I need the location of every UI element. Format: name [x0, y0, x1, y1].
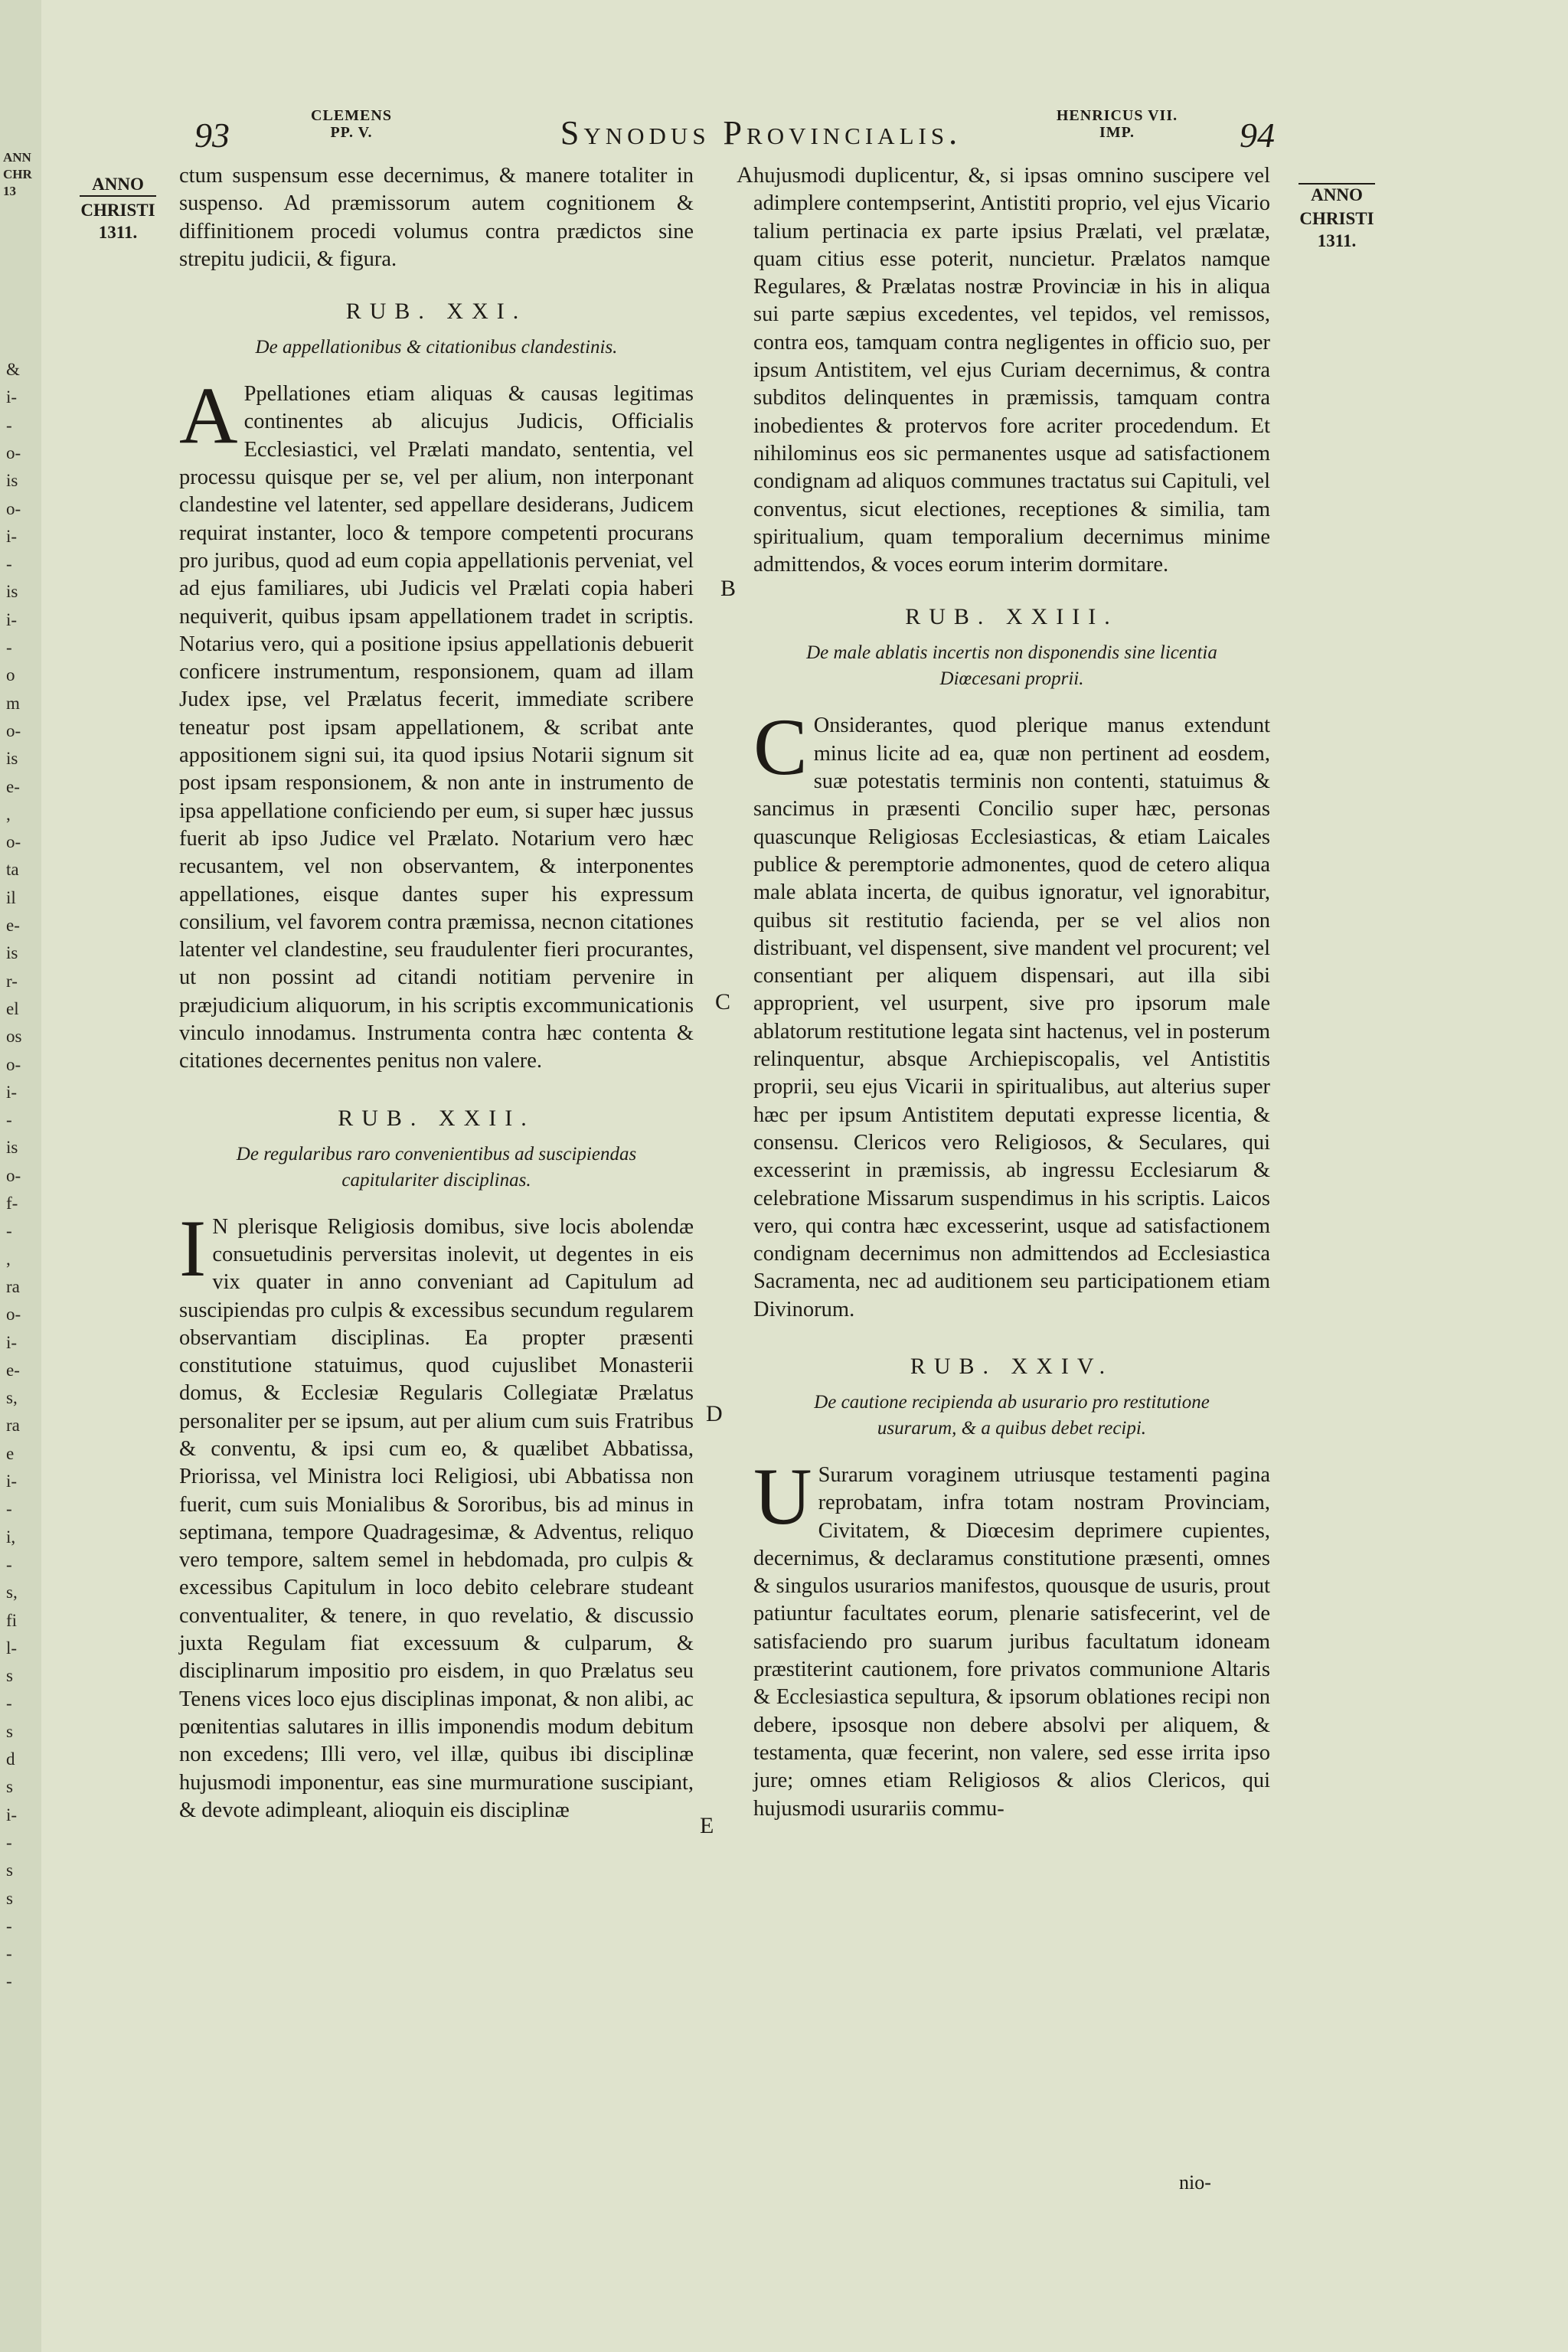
- rubric-22-title: De regularibus raro convenientibus ad suscipiendas capitulariter disciplinas.: [236, 1143, 637, 1191]
- right-margin-anno: ANNO CHRISTI 1311.: [1291, 184, 1383, 252]
- previous-page-fragment: s: [6, 1721, 13, 1741]
- previous-page-fragment: o-: [6, 443, 21, 462]
- anno-rule: [80, 195, 156, 197]
- previous-page-fragment: ra: [6, 1276, 20, 1296]
- section-marker-e: E: [700, 1813, 714, 1838]
- previous-page-fragment: &: [6, 360, 20, 379]
- previous-page-fragment: i,: [6, 1527, 16, 1547]
- previous-page-fragment: o-: [6, 1165, 21, 1185]
- previous-page-fragment: s,: [6, 1388, 18, 1408]
- running-head-emperor: HENRICUS VII. IMP.: [1056, 107, 1178, 141]
- previous-page-fragment: -: [6, 554, 12, 574]
- previous-page-fragment: m: [6, 693, 20, 713]
- previous-page-anno: ANN CHR 13: [3, 150, 32, 198]
- previous-page-fragment: is: [6, 749, 18, 769]
- drop-capital: A: [179, 371, 238, 461]
- previous-page-fragment: s,: [6, 1583, 18, 1602]
- section-marker-c: C: [715, 989, 731, 1014]
- previous-page-fragment: -: [6, 1221, 12, 1241]
- previous-page-fragment: il: [6, 887, 16, 907]
- previous-page-fragment: e-: [6, 776, 20, 796]
- rubric-23-title: De male ablatis incertis non disponendis sine licentia Diœcesani proprii.: [806, 642, 1217, 690]
- previous-page-fragment: i-: [6, 1472, 18, 1491]
- running-title: Synodus Provincialis.: [560, 114, 962, 152]
- rubric-21-title: De appellationibus & citationibus clandestinis.: [255, 337, 618, 358]
- previous-page-fragment: -: [6, 638, 12, 657]
- previous-page-fragment: f-: [6, 1194, 18, 1213]
- previous-page-fragment: o-: [6, 720, 21, 740]
- page-number-right: 94: [1240, 116, 1275, 155]
- previous-page-fragment: i-: [6, 609, 18, 629]
- page-number-left: 93: [194, 116, 230, 155]
- previous-page-fragment: i-: [6, 1082, 18, 1102]
- previous-page-fragment: -: [6, 1499, 12, 1519]
- page: [41, 0, 1568, 2352]
- previous-page-fragment: o-: [6, 832, 21, 852]
- section-marker-d: D: [706, 1401, 723, 1426]
- section-marker-a: A: [737, 162, 753, 188]
- rubric-24-body: U Surarum voraginem utriusque testamenti pagina reprobatam, infra totam nostram Provinciam, Civitatem, & Diœcesim deprimere cupientes, decernimus, & declaramus constitutione præsenti, omnes & singulos usurarios manifestos, quousque de usuris, prout patiuntur facultates eorum, plenarie satisfecerint, vel de satisfaciendo pro suarum juribus facultatum idoneam præstiterint cautionem, fore privatos communione Altaris & Ecclesiastica sepultura, & ipsorum oblationes recipi non debere, ipsosque non debere absolvi per aliquem, & testamenta, quæ fecerint, non valere, sed esse irrita ipso jure; omnes etiam Religiosos & alios Clericos, qui hujusmodi usurariis commu-: [753, 1451, 1270, 1821]
- previous-page-fragment: -: [6, 1110, 12, 1130]
- previous-page-fragment: i-: [6, 387, 18, 407]
- rubric-22-heading: RUB. XXII.: [338, 1105, 535, 1131]
- previous-page-fragment: is: [6, 582, 18, 602]
- previous-page-fragment: ta: [6, 860, 19, 880]
- previous-page-fragment: -: [6, 1832, 12, 1852]
- rubric-24-title: De cautione recipienda ab usurario pro restitutione usurarum, & a quibus debet recipi.: [814, 1391, 1210, 1439]
- left-margin-anno: ANNO CHRISTI 1311.: [80, 175, 155, 242]
- rubric-21-body: A Ppellationes etiam aliquas & causas legitimas continentes ab alicujus Judicis, Officialis Ecclesiastici, vel Prælati mandato, sententia, vel processu quisque per se, vel per alium, non interponant clandestine vel latenter, sed appellare desiderans, Judicem requirat instanter, loco & tempore competenti procurans pro juribus, quod ad eum copia appellationis perveniat, vel ad ejus familiares, ubi Judicis vel Prælati copia haberi nequiverit, quibus ipsam appellationem tradet in scriptis. Notarius vero, qui a positione ipsius appellationis debuerit conficere instrumentum, responsionem, quam ad illam Judex ipse, vel Prælatus fecerit, immediate scribere teneatur post ipsam appellationem, & scribat ante appositionem signi sui, ita quod ipsius Notarii signum sit post ipsam responsionem, & non ante in instrumento de ipsa appellatione conficiendo per eum, si super hæc jussus fuerit ab ipso Judice vel Prælato. Notarium vero hæc recusantem, vel non observantem, & interponentes appellationes, eisque dantes super his expressum consilium, vel favorem contra præmissa, necnon citationes latenter vel clandestine, seu fraudulenter fieri procurantes, ut non possint ad citandi notitiam pervenire in præjudicium aliquorum, in his scriptis excommunicationis vinculo innodamus. Instrumenta contra hæc contenta & citationes decernentes penitus non valere.: [179, 371, 694, 1073]
- previous-page-fragment: d: [6, 1749, 15, 1769]
- previous-page-fragment: e-: [6, 916, 20, 935]
- catchword: nio-: [1179, 2171, 1211, 2194]
- previous-page-fragment: s: [6, 1888, 13, 1908]
- rubric-22-body: I N plerisque Religiosis domibus, sive locis abolendæ consuetudinis perversitas inolevit, ut degentes in eis vix quater in anno conveniant ad Capitulum ad suscipiendas pro culpis & excessibus secundum regularem observantiam disciplinas. Ea propter præsenti constitutione statuimus, quod cujuslibet Monasterii domus, & Ecclesiæ Regularis Collegiatæ Prælatus personaliter per se ipsum, aut per alium cum suis Fratribus & conventu, & ipsi cum eo, & quælibet Abbatissa, Priorissa, vel Ministra loci Religiosi, ubi Abbatissa non fuerit, cum suis Monialibus & Sororibus, bis ad minus in septimana, tempore Quadragesimæ, & Adventus, reliquo vero tempore, saltem semel in hebdomada, pro culpis & excessibus Capitulum in loco debito celebrare studeant conventualiter, & tenere, in quo revelatio, & discussio juxta Regulam fiat excessuum & culparum, & disciplinarum impositio pro eisdem, in quo Prælatus seu Tenens vices loco ejus disciplinas imponat, & non alibi, ac pœnitentias salutares in illis imponendis modum debitum non excedens; Illi vero, vel illæ, quibus ibi disciplinæ hujusmodi imponentur, eas sine murmuratione suscipiant, & devote adimpleant, alioquin eis disciplinæ: [179, 1203, 694, 1822]
- right-column: [753, 162, 1270, 1823]
- previous-page-fragment: l-: [6, 1638, 18, 1658]
- previous-page-fragment: i-: [6, 1805, 18, 1824]
- previous-page-fragment: o-: [6, 498, 21, 518]
- running-head-pope: CLEMENS PP. V.: [311, 107, 392, 141]
- previous-page-fragment: -: [6, 1554, 12, 1574]
- previous-page-fragment: r-: [6, 971, 18, 991]
- rubric-23-body: C Onsiderantes, quod plerique manus extendunt minus licite ad ea, quæ non pertinent ad eosdem, suæ potestatis terminis non contenti, statuimus & sancimus in præsenti Concilio super hæc, personas quascunque Religiosas Ecclesiasticas, & etiam Laicales publice & peremptorie admonentes, quod de cetero aliqua male ablata incerta, de quibus ignoratur, vel ignorabitur, quibus sit restitutio facienda, per se vel alios non distribuant, vel dispensent, sive mandent vel procurent; vel consentiant per aliquem dispensari, aut illa sibi approprient, vel usurpent, sive pro ipsorum male ablatorum restitutione legata sint hactenus, vel in posterum relinquentur, absque Archiepiscopalis, vel Antistitis proprii, seu ejus Vicarii in spiritualibus, aut alterius super hæc per ipsum Antistitem deputati expresse licentia, & consensu. Clericos vero Religiosos, & Seculares, qui excesserint in præmissis, ab ingressu Ecclesiarum & celebratione Missarum suspendimus in his scriptis. Laicos vero, qui contra hæc excesserint, usque ad satisfactionem condignam decernimus non admittendos ad Ecclesiastica Sacramenta, nec ad auditionem seu participationem etiam Divinorum.: [753, 702, 1270, 1321]
- previous-page-edge: [0, 0, 41, 2352]
- previous-page-fragment: os: [6, 1027, 22, 1047]
- previous-page-fragment: s: [6, 1777, 13, 1797]
- rubric-21-heading: RUB. XXI.: [345, 299, 528, 325]
- left-column: [179, 162, 694, 1824]
- previous-page-fragment: e: [6, 1443, 15, 1463]
- previous-page-fragment: -: [6, 1971, 12, 1991]
- previous-page-fragment: o-: [6, 1305, 21, 1325]
- previous-page-fragment: o-: [6, 1054, 21, 1074]
- left-intro-text: ctum suspensum esse decernimus, & manere totaliter in suspenso. Ad præmissorum autem cognitionem & diffinitionem procedi volumus contra prædictos sine strepitu judicii, & figura.: [179, 164, 694, 271]
- previous-page-fragment: s: [6, 1666, 13, 1686]
- previous-page-fragment: ra: [6, 1416, 20, 1436]
- previous-page-fragment: is: [6, 1138, 18, 1158]
- previous-page-fragment: fi: [6, 1610, 18, 1630]
- previous-page-fragment: el: [6, 998, 19, 1018]
- previous-page-fragment: -: [6, 1694, 12, 1713]
- previous-page-fragment: is: [6, 471, 18, 491]
- previous-page-fragment: i-: [6, 1332, 18, 1352]
- drop-capital: I: [179, 1203, 207, 1293]
- previous-page-fragment: i-: [6, 526, 18, 546]
- previous-page-fragment: is: [6, 943, 18, 963]
- previous-page-fragment: -: [6, 1944, 12, 1964]
- previous-page-fragment: o: [6, 665, 15, 685]
- drop-capital: C: [753, 702, 808, 792]
- previous-page-fragment: -: [6, 1916, 12, 1936]
- rubric-24-heading: RUB. XXIV.: [910, 1353, 1114, 1379]
- section-marker-b: B: [720, 576, 737, 601]
- previous-page-fragment: -: [6, 415, 12, 435]
- drop-capital: U: [753, 1451, 812, 1541]
- right-intro-text: hujusmodi duplicentur, &, si ipsas omnino suscipere vel adimplere contempserint, Antistiti proprio, vel ejus Vicario talium pertinacia ex parte ipsius Prælati, vel prælatæ, quam citius esse poterit, nuncietur. Prælatos namque Regulares, & Prælatas nostræ Provinciæ in his in aliqua sui parte sæpius excedentes, vel tepidos, vel remissos, contra eos, tamquam contra negligentes in officio suo, per ipsum Antistitem, vel ejus Curiam decernimus, & contra subditos delinquentes in præmissis, tamquam contra inobedientes & protervos fore acriter procedendum. Et nihilominus eos sic permanentes usque ad satisfactionem condignam ad aliquos communes tractatus sui Capituli, vel conventus, sicut electiones, receptiones & similia, tam spiritualium, quam temporalium decernimus minime admittendos, & voces eorum interim dormitare.: [753, 164, 1270, 577]
- previous-page-fragment: ,: [6, 804, 11, 824]
- previous-page-fragment: ,: [6, 1249, 11, 1269]
- previous-page-fragment: e-: [6, 1360, 20, 1380]
- rubric-23-heading: RUB. XXIII.: [905, 604, 1119, 630]
- previous-page-fragment: s: [6, 1860, 13, 1880]
